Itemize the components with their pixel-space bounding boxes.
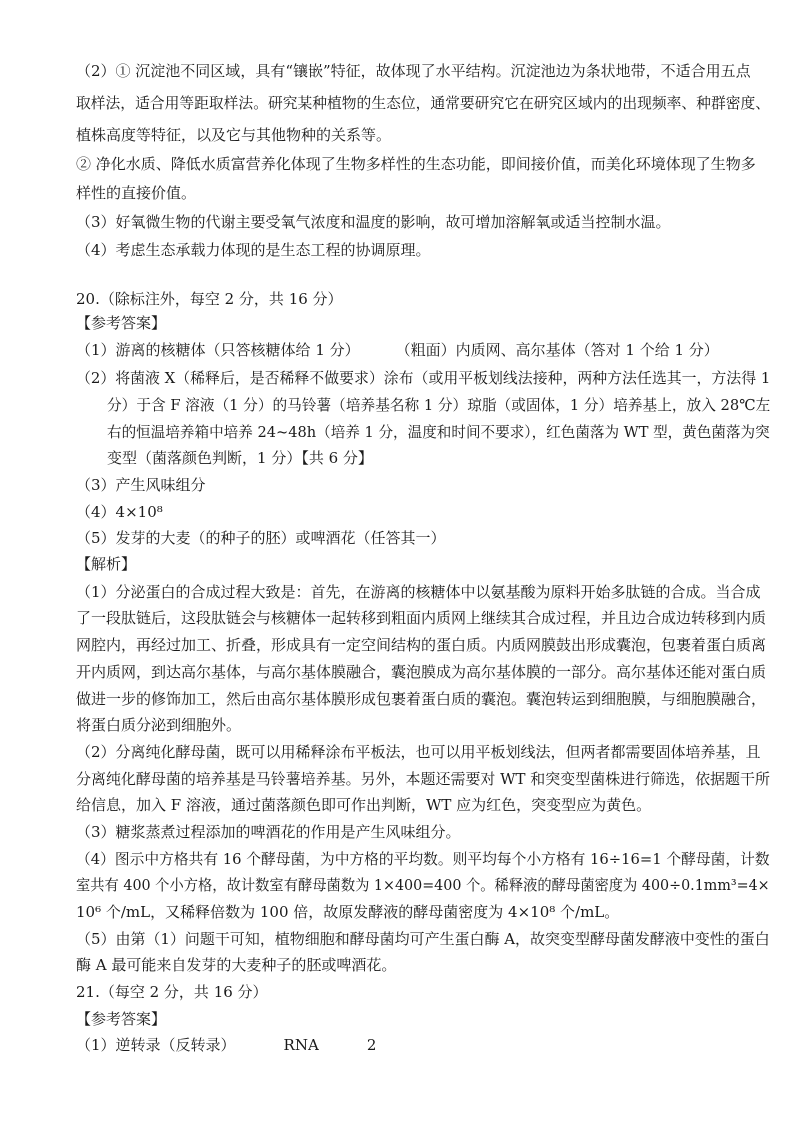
text-line: （4）考虑生态承载力体现的是生态工程的协调原理。	[76, 241, 431, 259]
answer-part: 2	[366, 1036, 377, 1054]
answer-part: RNA	[283, 1036, 319, 1054]
text-line: 分离纯化酵母菌的培养基是马铃薯培养基。另外，本题还需要对 WT 和突变型菌株进行筛选，依据题干所	[76, 770, 770, 788]
text-line: （2）将菌液 X（稀释后，是否稀释不做要求）涂布（或用平板划线法接种，两种方法任选其一，方法得 1	[76, 369, 771, 387]
text-line: （5）发芽的大麦（的种子的胚）或啤酒花（任答其一）	[76, 529, 446, 547]
answer-heading: 【参考答案】	[76, 1010, 167, 1028]
text-line: 变型（菌落颜色判断，1 分）【共 6 分】	[107, 449, 373, 467]
text-line: （3）产生风味组分	[76, 476, 206, 494]
text-line	[76, 339, 719, 361]
text-line: 植株高度等特征，以及它与其他物种的关系等。	[76, 126, 392, 144]
text-line: 分）于含 F 溶液（1 分）的马铃薯（培养基名称 1 分）琼脂（或固体，1 分）培养基上，放入 28℃左	[107, 396, 771, 414]
text-line: 取样法，适合用等距取样法。研究某种植物的生态位，通常要研究它在研究区域内的出现频率、种群密度、	[76, 94, 771, 112]
text-line: 给信息，加入 F 溶液，通过菌落颜色即可作出判断，WT 应为红色，突变型应为黄色。	[76, 796, 652, 814]
answer-part: （1）逆转录（反转录）	[76, 1036, 236, 1054]
text-line: 将蛋白质分泌到细胞外。	[76, 716, 242, 734]
text-line: （4）4×10⁸	[76, 503, 163, 521]
text-line: 开内质网，到达高尔基体，与高尔基体膜融合，囊泡膜成为高尔基体膜的一部分。高尔基体还能对蛋白质	[76, 663, 767, 681]
answer-part: （1）游离的核糖体（只答核糖体给 1 分）	[76, 341, 360, 359]
text-line: 了一段肽链后，这段肽链会与核糖体一起转移到粗面内质网上继续其合成过程，并且边合成边转移到内质	[76, 609, 767, 627]
text-line: 网腔内，再经过加工、折叠，形成具有一定空间结构的蛋白质。内质网膜鼓出形成囊泡，包裹着蛋白质离	[76, 636, 767, 654]
question-20-heading: 20.（除标注外，每空 2 分，共 16 分）	[76, 290, 343, 308]
text-line: （2）分离纯化酵母菌，既可以用稀释涂布平板法，也可以用平板划线法，但两者都需要固体培养基，且	[76, 743, 761, 761]
text-line: （2）① 沉淀池不同区域，具有“镶嵌”特征，故体现了水平结构。沉淀池边为条状地带，不适合用五点	[76, 62, 751, 80]
text-line: （5）由第（1）问题干可知，植物细胞和酵母菌均可产生蛋白酶 A，故突变型酵母菌发酵液中变性的蛋白	[76, 930, 770, 948]
text-line: 室共有 400 个小方格，故计数室有酵母菌数为 1×400=400 个。稀释液的酵母菌密度为 400÷0.1mm³=4×	[76, 876, 770, 894]
text-line: 样性的直接价值。	[76, 184, 197, 202]
text-line: 做进一步的修饰加工，然后由高尔基体膜形成包裹着蛋白质的囊泡。囊泡转运到细胞膜，与细胞膜融合，	[76, 690, 767, 708]
analysis-heading: 【解析】	[76, 555, 137, 573]
text-line: （3）糖浆蒸煮过程添加的啤酒花的作用是产生风味组分。	[76, 823, 461, 841]
text-line: （1）分泌蛋白的合成过程大致是：首先，在游离的核糖体中以氨基酸为原料开始多肽链的合成。当合成	[76, 583, 761, 601]
answer-heading: 【参考答案】	[76, 314, 167, 332]
text-line: 10⁶ 个/mL，又稀释倍数为 100 倍，故原发酵液的酵母菌密度为 4×10⁸ 个/mL。	[76, 903, 620, 921]
question-21-heading: 21.（每空 2 分，共 16 分）	[76, 983, 268, 1001]
text-line: 酶 A 最可能来自发芽的大麦种子的胚或啤酒花。	[76, 956, 397, 974]
text-line	[76, 1034, 376, 1056]
text-line: ② 净化水质、降低水质富营养化体现了生物多样性的生态功能，即间接价值，而美化环境体现了生物多	[76, 155, 756, 173]
text-line: 右的恒温培养箱中培养 24~48h（培养 1 分，温度和时间不要求），红色菌落为 WT 型，黄色菌落为突	[107, 423, 770, 441]
answer-part: （粗面）内质网、高尔基体（答对 1 个给 1 分）	[395, 341, 719, 359]
text-line: （4）图示中方格共有 16 个酵母菌，为中方格的平均数。则平均每个小方格有 16÷16=1 个酵母菌，计数	[76, 850, 770, 868]
text-line: （3）好氧微生物的代谢主要受氧气浓度和温度的影响，故可增加溶解氧或适当控制水温。	[76, 213, 671, 231]
